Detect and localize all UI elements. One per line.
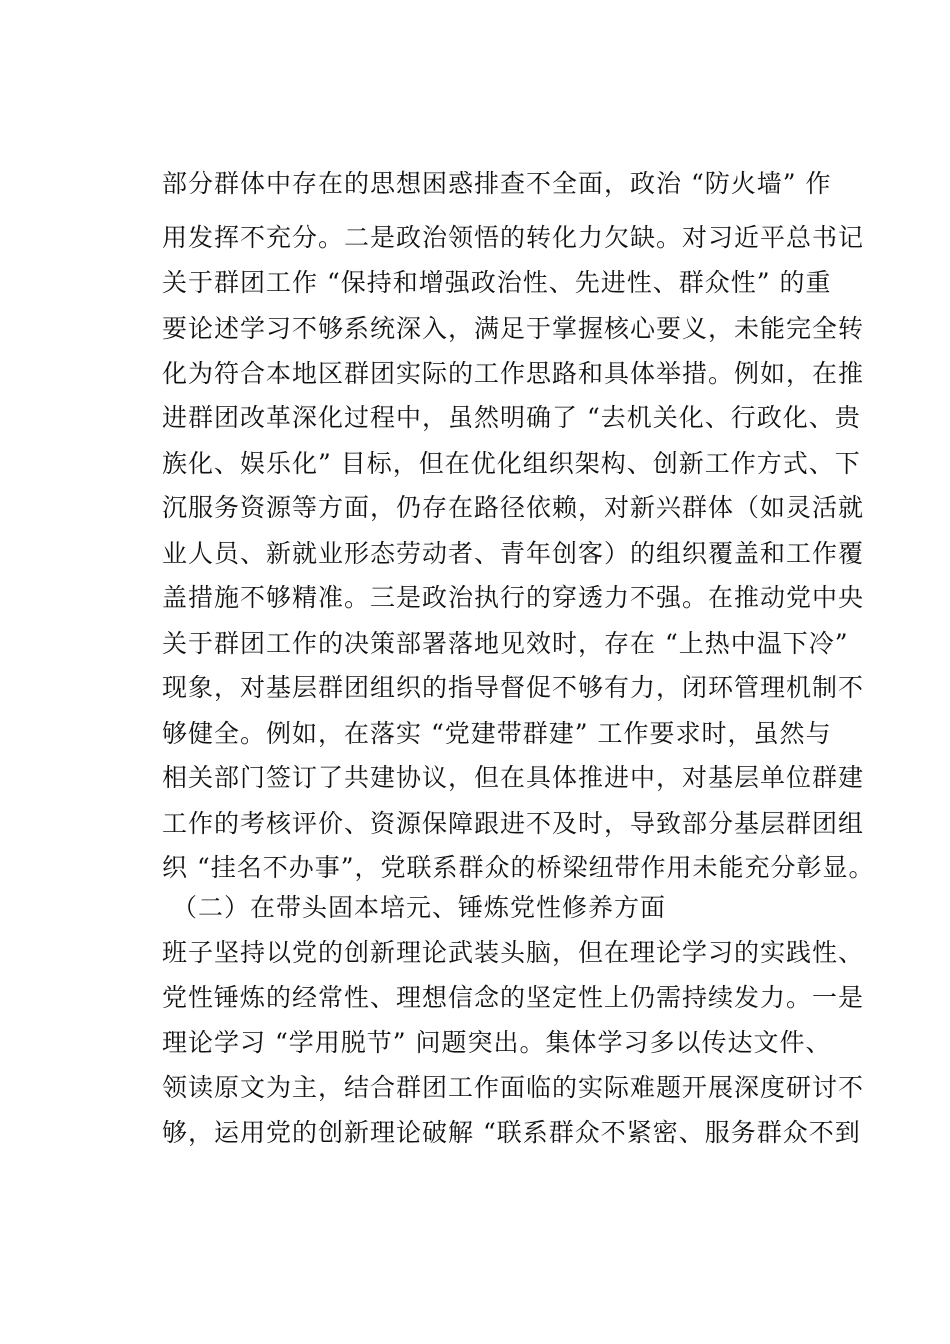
text-line: 工作的考核评价、资源保障跟进不及时，导致部分基层群团组 [162, 809, 865, 838]
text-line: 沉服务资源等方面，仍存在路径依赖，对新兴群体（如灵活就 [162, 493, 865, 522]
text-line: 班子坚持以党的创新理论武装头脑，但在理论学习的实践性、 [162, 938, 865, 967]
text-line: 部分群体中存在的思想困惑排查不全面，政治 “防火墙” 作 [162, 169, 832, 198]
text-line: 够，运用党的创新理论破解 “联系群众不紧密、服务群众不到 [162, 1118, 861, 1147]
section-heading: （二）在带头固本培元、锤炼党性修养方面 [172, 893, 667, 922]
text-line: 关于群团工作的决策部署落地见效时，存在 “上热中温下冷” [162, 629, 849, 658]
text-line: 理论学习 “学用脱节” 问题突出。集体学习多以传达文件、 [162, 1028, 832, 1057]
text-line: 化为符合本地区群团实际的工作思路和具体举措。例如，在推 [162, 359, 865, 388]
text-line: 族化、娱乐化” 目标，但在优化组织架构、创新工作方式、下 [162, 449, 861, 478]
text-line: 现象，对基层群团组织的指导督促不够有力，闭环管理机制不 [162, 673, 865, 702]
text-line: 关于群团工作 “保持和增强政治性、先进性、群众性” 的重 [162, 268, 832, 297]
text-line: 要论述学习不够系统深入，满足于掌握核心要义，未能完全转 [162, 314, 865, 343]
text-line: 相关部门签订了共建协议，但在具体推进中，对基层单位群建 [162, 763, 865, 792]
text-line: 用发挥不充分。二是政治领悟的转化力欠缺。对习近平总书记 [162, 223, 865, 252]
text-line: 盖措施不够精准。三是政治执行的穿透力不强。在推动党中央 [162, 583, 865, 612]
text-line: 够健全。例如，在落实 “党建带群建” 工作要求时，虽然与 [162, 719, 832, 748]
text-line: 领读原文为主，结合群团工作面临的实际难题开展深度研讨不 [162, 1073, 865, 1102]
text-line: 进群团改革深化过程中，虽然明确了 “去机关化、行政化、贵 [162, 403, 861, 432]
text-line: 党性锤炼的经常性、理想信念的坚定性上仍需持续发力。一是 [162, 983, 865, 1012]
text-line: 业人员、新就业形态劳动者、青年创客）的组织覆盖和工作覆 [162, 539, 865, 568]
text-line: 织 “挂名不办事”，党联系群众的桥梁纽带作用未能充分彰显。 [162, 853, 875, 882]
